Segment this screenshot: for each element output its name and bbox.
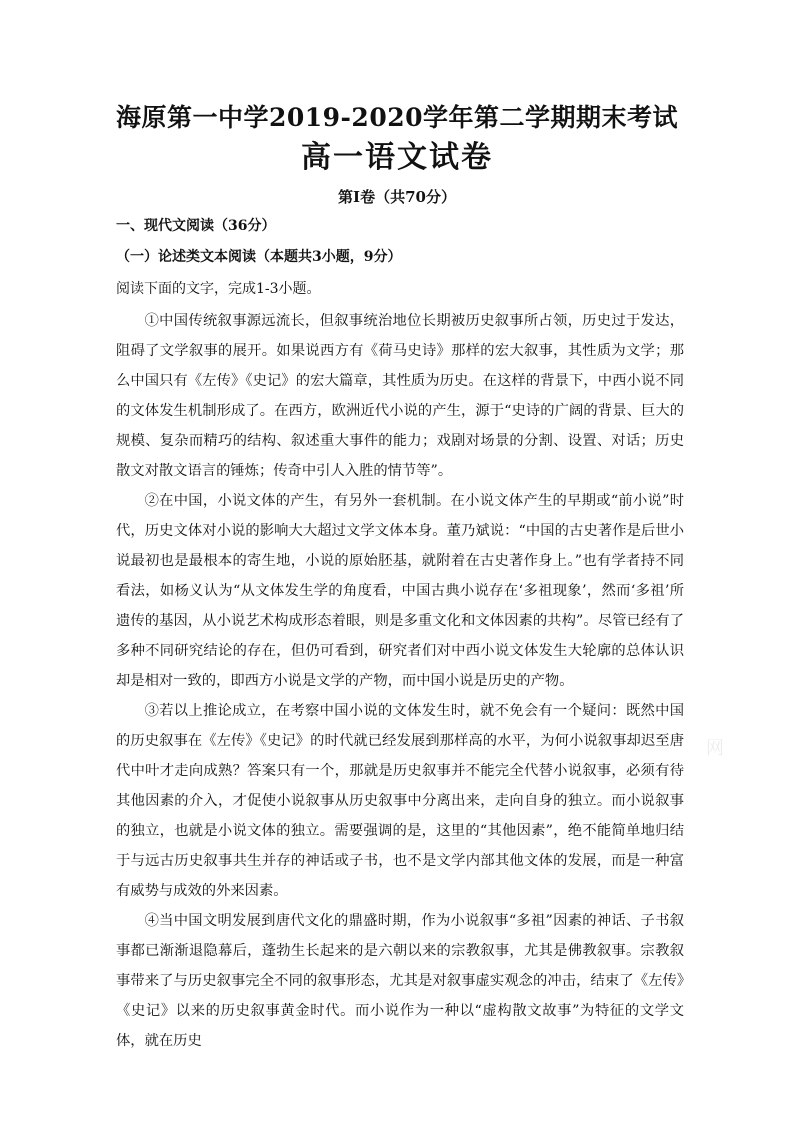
exam-part-label: 第Ⅰ卷（共70分） [338, 188, 456, 206]
passage-paragraph-3: ③若以上推论成立，在考察中国小说的文体发生时，就不免会有一个疑问：既然中国的历史叙事在《左传》《史记》的时代就已经发展到那样高的水平，为何小说叙事却迟至唐代中叶才走向成熟？答案只有一个，那就是历史叙事并不能完全代替小说叙事，必须有待其他因素的介入，才促使小说叙事从历史叙事中分离出来，走向自身的独立。而小说叙事的独立，也就是小说文体的独立。需要强调的是，这里的“其他因素”，绝不能简单地归结于与远古历史叙事共生并存的神话或子书，也不是文学内部其他文体的发展，而是一种富有威势与成效的外来因素。 [116, 703, 684, 899]
watermark: 网 [706, 738, 724, 759]
reading-passage [116, 306, 684, 1056]
reading-instruction: 阅读下面的文字，完成1-3小题。 [116, 281, 321, 297]
exam-subtitle: 高一语文试卷 [301, 140, 493, 175]
subsection-heading: （一）论述类文本阅读（本题共3小题，9分） [116, 249, 402, 265]
passage-paragraph-2: ②在中国，小说文体的产生，有另外一套机制。在小说文体产生的早期或“前小说”时代，历史文体对小说的影响大大超过文学文体本身。董乃斌说：“中国的古史著作是后世小说最初也是最根本的寄生地，小说的原始胚基，就附着在古史著作身上。”也有学者持不同看法，如杨义认为“从文体发生学的角度看，中国古典小说存在‘多祖现象’，然而‘多祖’所遗传的基因，从小说艺术构成形态着眼，则是多重文化和文体因素的共构”。尽管已经有了多种不同研究结论的存在，但仍可看到，研究者们对中西小说文体发生大轮廓的总体认识却是相对一致的，即西方小说是文学的产物，而中国小说是历史的产物。 [116, 493, 684, 689]
passage-paragraph-4: ④当中国文明发展到唐代文化的鼎盛时期，作为小说叙事“多祖”因素的神话、子书叙事都已渐渐退隐幕后，蓬勃生长起来的是六朝以来的宗教叙事，尤其是佛教叙事。宗教叙事带来了与历史叙事完全不同的叙事形态，尤其是对叙事虚实观念的冲击，结束了《左传》《史记》以来的历史叙事黄金时代。而小说作为一种以“虚构散文故事”为特征的文学文体，就在历史 [116, 913, 684, 1049]
exam-title: 海原第一中学2019-2020学年第二学期期末考试 [115, 103, 679, 132]
passage-paragraph-1: ①中国传统叙事源远流长，但叙事统治地位长期被历史叙事所占领，历史过于发达，阻碍了文学叙事的展开。如果说西方有《荷马史诗》那样的宏大叙事，其性质为文学；那么中国只有《左传》《史记》的宏大篇章，其性质为历史。在这样的背景下，中西小说不同的文体发生机制形成了。在西方，欧洲近代小说的产生，源于“史诗的广阔的背景、巨大的规模、复杂而精巧的结构、叙述重大事件的能力；戏剧对场景的分割、设置、对话；历史散文对散文语言的锤炼；传奇中引人入胜的情节等”。 [116, 313, 684, 479]
section-heading: 一、现代文阅读（36分） [116, 218, 276, 234]
